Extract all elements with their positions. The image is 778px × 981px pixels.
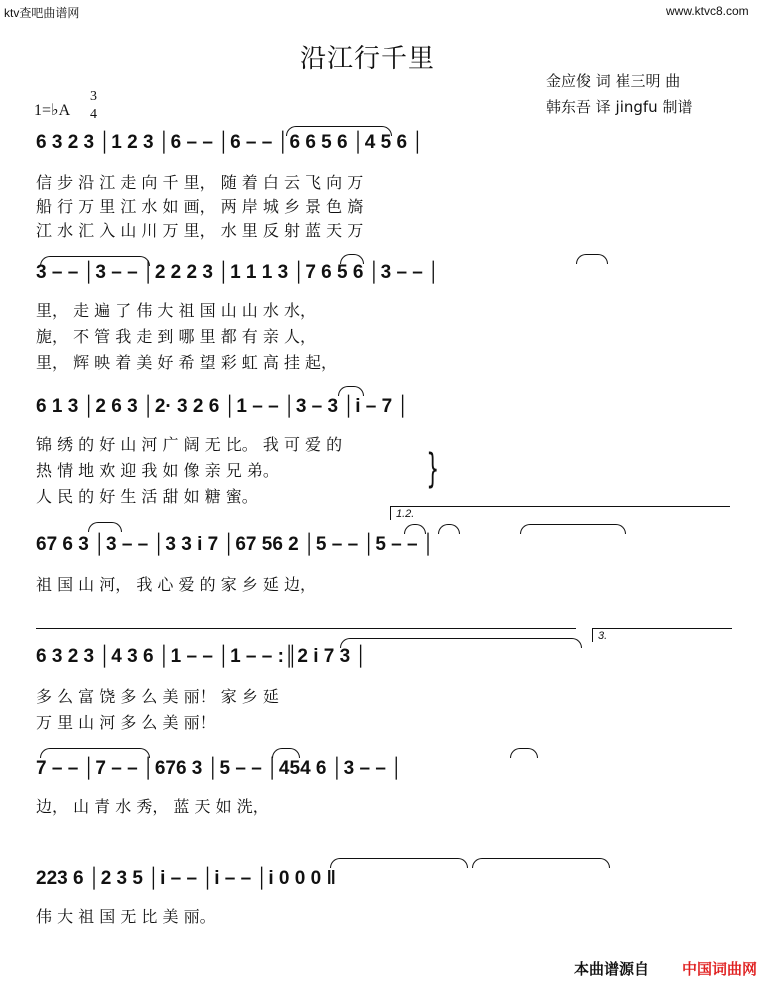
slur-arc [510,748,538,758]
volta-hook [390,506,391,520]
slur-arc [576,254,608,264]
lyric-row-4: 祖 国 山 河， 我 心 爱 的 家 乡 延 边， [36,575,316,594]
time-signature-bottom: 4 [90,107,97,122]
volta-line [36,628,576,629]
lyric-row-2-verse-2: 旎， 不 管 我 走 到 哪 里 都 有 亲 人， [36,327,316,346]
footer-source: 本曲谱源自 [574,960,650,978]
slur-arc [404,524,426,534]
lyric-row-3-verse-3: 人 民 的 好 生 活 甜 如 糖 蜜。 [36,487,258,506]
slur-arc [338,386,364,396]
lyric-row-1-verse-3: 江 水 汇 入 山 川 万 里， 水 里 反 射 蓝 天 万 [36,221,364,240]
tie-arc [40,748,150,758]
notation-row-2: 3 – – │3 – – │2 2 2 3 │1 1 1 3 │7 6 5 6 │3 – – │ [36,262,441,283]
key-signature: 1=♭A [34,102,71,119]
tie-arc [40,256,150,266]
song-title: 沿江行千里 [300,44,436,74]
lyric-row-5-verse-2: 万 里 山 河 多 么 美 丽！ [36,713,216,732]
lyric-row-1-verse-1: 信 步 沿 江 走 向 千 里， 随 着 白 云 飞 向 万 [36,173,364,192]
volta-label: 1.2. [396,508,415,520]
lyric-row-6: 边， 山 青 水 秀， 蓝 天 如 洗， [36,797,269,816]
lyric-row-3-verse-1: 锦 绣 的 好 山 河 广 阔 无 比。 我 可 爱 的 [36,435,343,454]
slur-arc [340,254,364,264]
tie-arc [472,858,610,868]
credit-line-1: 金应俊 词 崔三明 曲 [546,72,681,90]
notation-row-7: 223 6 │2 3 5 │i – – │i – – │i 0 0 0 ‖ [36,868,336,889]
tie-arc [520,524,626,534]
lyric-row-3-verse-2: 热 情 地 欢 迎 我 如 像 亲 兄 弟。 [36,461,279,480]
lyric-row-1-verse-2: 船 行 万 里 江 水 如 画， 两 岸 城 乡 景 色 旖 [36,197,364,216]
volta-line [390,506,730,507]
tie-arc [286,126,392,136]
volta-label: 3. [598,630,608,642]
tie-arc [340,638,582,648]
lyric-row-5-verse-1: 多 么 富 饶 多 么 美 丽！ 家 乡 延 [36,687,279,706]
watermark-left: ktv查吧曲谱网 [4,6,80,20]
time-signature-top: 3 [90,89,97,104]
watermark-right: www.ktvc8.com [666,4,749,18]
tie-arc [330,858,468,868]
slur-arc [438,524,460,534]
lyric-row-7: 伟 大 祖 国 无 比 美 丽。 [36,907,216,926]
credit-line-2: 韩东吾 译 jingfu 制谱 [546,98,693,116]
volta-line-3 [592,628,732,629]
slur-arc [88,522,122,532]
notation-row-3: 6 1 3 │2 6 3 │2· 3 2 6 │1 – – │3 – 3 │i – 7 │ [36,396,410,417]
notation-row-6: 7 – – │7 – – │676 3 │5 – – │454 6 │3 – – │ [36,758,404,779]
footer-site: 中国词曲网 [682,960,758,978]
volta-hook [592,628,593,642]
brace: } [426,446,440,492]
lyric-row-2-verse-3: 里， 辉 映 着 美 好 希 望 彩 虹 高 挂 起， [36,353,338,372]
lyric-row-2-verse-1: 里， 走 遍 了 伟 大 祖 国 山 山 水 水， [36,301,316,320]
slur-arc [272,748,300,758]
notation-row-4: 67 6 3 │3 – – │3 3 i 7 │67 56 2 │5 – – │5 – – │ [36,534,435,555]
notation-row-1: 6 3 2 3 │1 2 3 │6 – – │6 – – │6 6 5 6 │4 5 6 │ [36,132,425,153]
notation-row-5: 6 3 2 3 │4 3 6 │1 – – │1 – – :║2 i 7 3 │ [36,646,368,667]
